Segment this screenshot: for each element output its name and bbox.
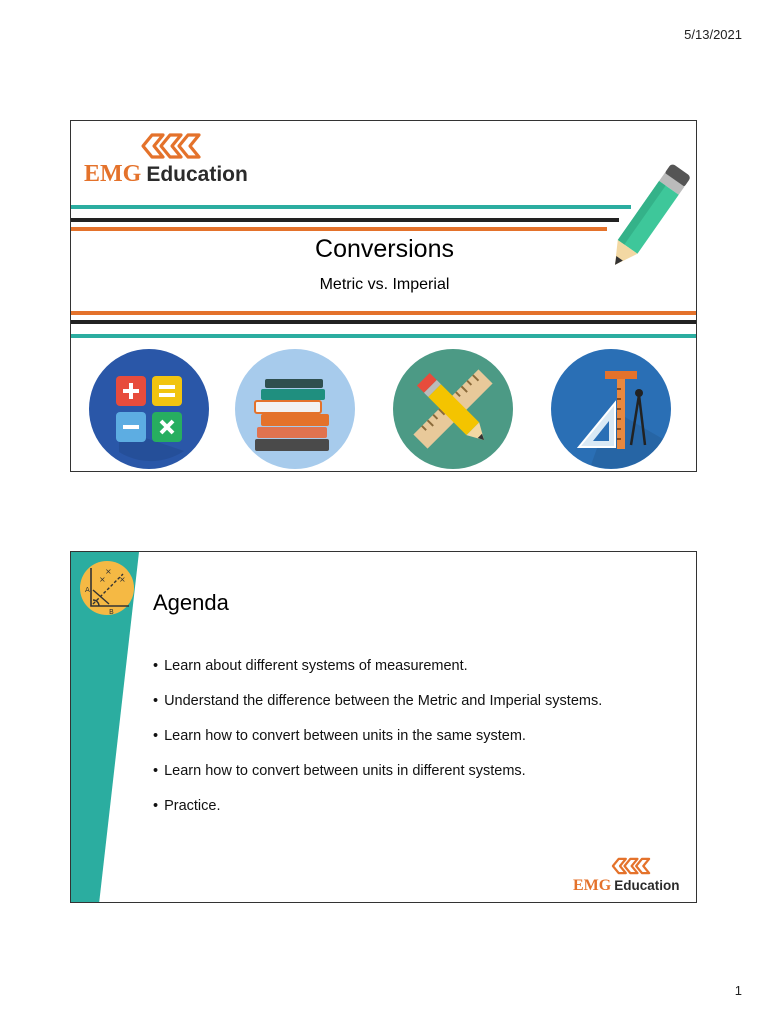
books-icon (235, 349, 355, 469)
svg-text:×: × (105, 567, 112, 576)
pencil-ruler-icon (393, 349, 513, 469)
orange-stripe-bottom (71, 311, 697, 315)
teal-stripe (71, 205, 631, 209)
emg-logo-icon (139, 129, 203, 163)
slide-agenda (70, 551, 697, 903)
slide-subtitle: Metric vs. Imperial (319, 276, 450, 293)
dark-stripe (71, 218, 619, 222)
list-item: • Practice. (153, 797, 602, 832)
slide-title-text: Conversions (315, 235, 454, 263)
svg-text:×: × (119, 575, 126, 584)
drafting-tools-icon (551, 349, 671, 469)
svg-text:B: B (109, 608, 114, 616)
list-item: • Understand the difference between the Metric and Imperial systems. (153, 692, 602, 727)
emg-logo-text: EMG Education (84, 161, 248, 187)
svg-text:A: A (85, 586, 90, 594)
emg-logo-icon (610, 855, 652, 877)
teal-stripe-bottom (71, 334, 697, 338)
dark-stripe-bottom (71, 320, 697, 324)
agenda-title: Agenda (153, 590, 229, 615)
orange-stripe (71, 227, 607, 231)
calculator-icon (89, 349, 209, 469)
list-item: • Learn about different systems of measurement. (153, 657, 602, 692)
print-date: 5/13/2021 (684, 27, 742, 42)
agenda-list (153, 657, 602, 832)
slide-title (70, 120, 697, 472)
page-number: 1 (734, 983, 742, 998)
geometry-icon (79, 560, 135, 616)
list-item: • Learn how to convert between units in different systems. (153, 762, 602, 797)
svg-text:×: × (99, 575, 106, 584)
list-item: • Learn how to convert between units in the same system. (153, 727, 602, 762)
emg-logo-text: EMG Education (573, 877, 680, 894)
